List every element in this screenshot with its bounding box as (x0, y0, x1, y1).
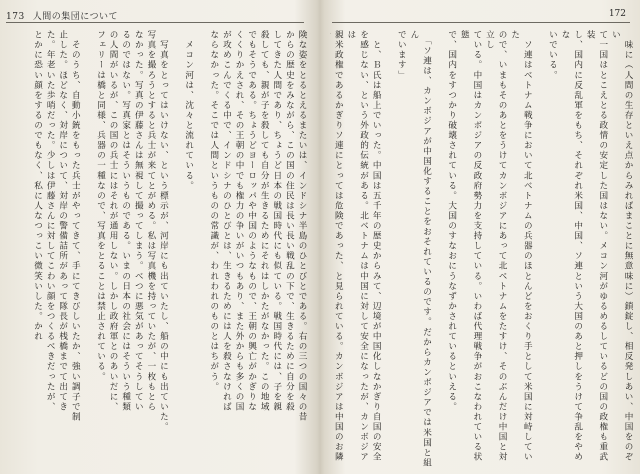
left-page-number: 173 (6, 12, 25, 22)
left-page-header (6, 9, 118, 22)
right-page-number: 172 (608, 9, 626, 19)
left-page (0, 0, 318, 474)
right-page (322, 0, 640, 474)
right-header-rule (332, 22, 630, 23)
right-page-body: 味に（人間の生存といえ点からみればまことに無意味に）鎖錠し、相反発しあい、中国をのぞい て一国はとこえとる政情の安定した国はない。メコン河がゆるめるしているどの国の政権も重武装 し、国内に反乱軍をもち、それぞれ米国、中国、ソ連という大国のあと押しをうけて争乱をやめな いでいる。 ソ連はベトナム戦争において北ベトナムの兵器のほとんどをおくり手として米国に対峙していた ので、いまもそのあとをうけてカンボジアにあって北ベトナムをたすけ、そのぶんだけ中国と対立し ている。中国はカンボジアの反政府勢力を支持している。いわば代理戦争がおこなわれている状態 で、国内をすつかり破壊されている。大国のすなおにうなずかされているといえる。 「ソ連は、カンボジアが中国化することをおそれているのです。だからカンボジアでは米国と組ん でいます」 と、Ｂ氏は船上でいった。中国は五千年の歴史からみて、辺境が中国化しなかぎり自国の安全 を感じない、という外政的伝統がある。北ベトナムは中国に対して安全になったが、カンボジアは 親米政権であるかぎりソ連にとっては危険であった、と見られている。カンボジアは中国のお隣 (333, 30, 633, 468)
left-page-body: 険な姿をとるとえるまたいは、インドシナ半島のひとびとである。右の三つの国々の昔 からの歴史をみながら、この国の住民は長い長い戦乱の下で、生きるために自分を殺 してきた人間であり、ちょうど日本の戦国時代にも似ている。戦国時代には、子を親 殺しても、親が子を殺しても自分が生きるためにそれはしかたがなかった。この地域 でもそうである。ちょうどヨーロッパや中国のようなもので、王朝の興亡がかぎりな くくりかえされ、その王朝の中でも権力の争いがいつもあり、また外からも多くの国 が攻めこんでくる中で、インドシナのひとびとは、生きるためには人を殺さなければ ならなかった。そこでは人間というものの常識が、われわれのものとはちがう。 メコン河は、沈々と流れている。 写真をとってはいけない、という標示が、河岸にも出ていたし、船の中にも出ていた。 写真を撮ろうとすると兵士が来てとがめる。私は写真機を持っていたが、一枚もとら なかった。写真の伊藤さんは無視して撮ってしまう。べつに悪気があってそうしてい るのではない。写真家とはそういうものである。いまの日本の社会にはそういう種類 の人間がいるが、この国の兵士にはそれが通用しない。しかし政府軍とのあいだに、 フェリーは橋と同様、兵器の一種なので、写真をとることは禁止されている。 そのうち、自動小銃をもった兵士がやってきて、手にてきびしいたか、強い調子で制 止した。ほどなく、対岸について、対岸の警備詰所があって隊長が桟橋までて出てき た。年老いた歩哨だった。少しは伊藤さんに対してこわい顔をつくるべきだったが、 とかに恐い顔をするのでもなく、私に人なつっこい微笑いした。かれ (32, 30, 307, 432)
left-header-rule (6, 22, 304, 23)
running-head: 人間の集団について (32, 12, 119, 22)
